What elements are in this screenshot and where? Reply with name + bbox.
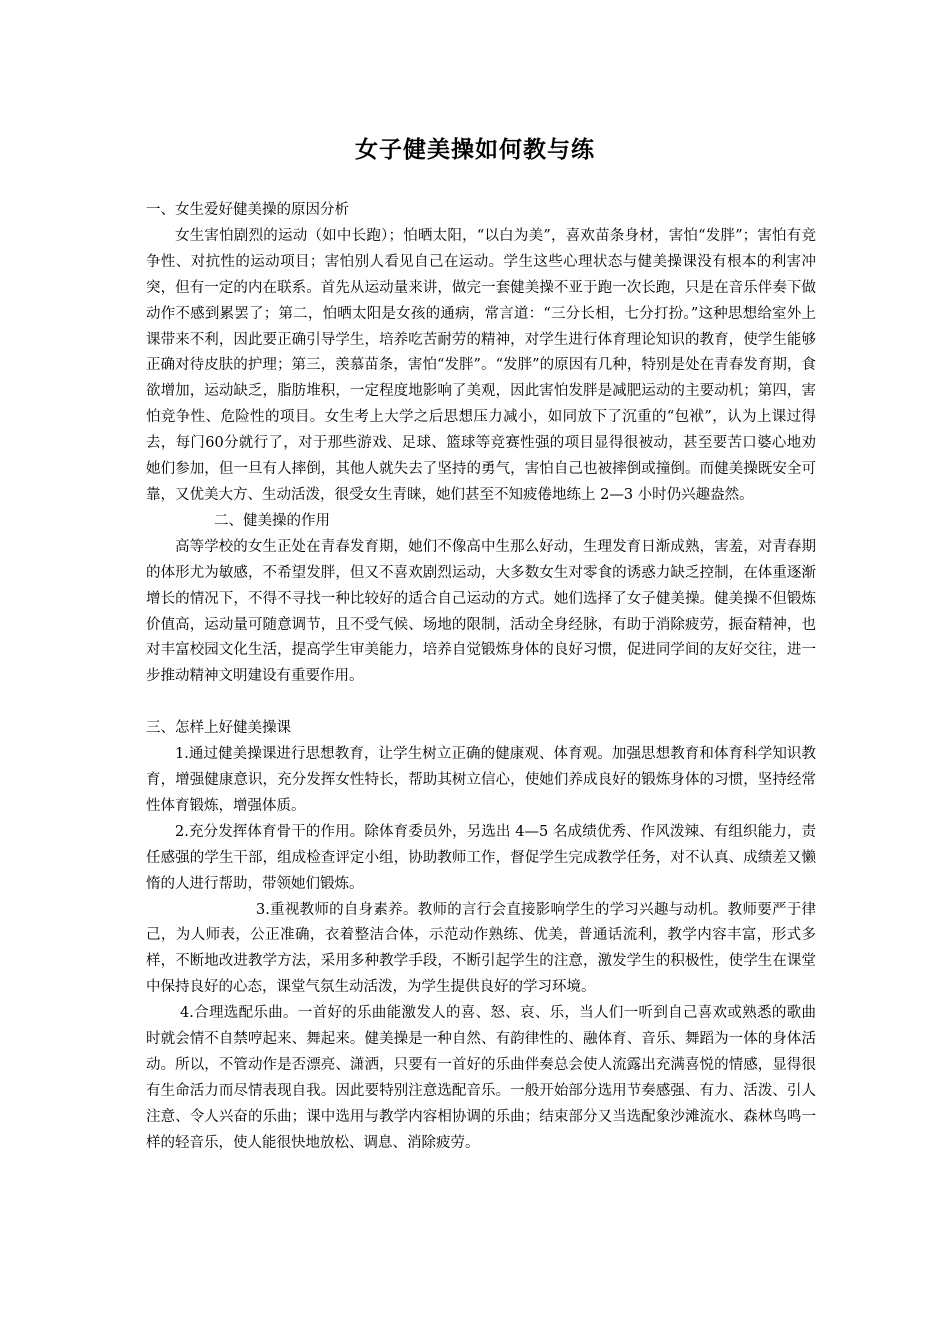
section-3-item-1: 1.通过健美操课进行思想教育，让学生树立正确的健康观、体育观。加强思想教育和体育科学知识教育，增强健康意识，充分发挥女性特长，帮助其树立信心，使她们养成良好的锻炼身体的习惯，坚持经常性体育锻炼，增强体质。 <box>146 746 816 814</box>
section-1-heading: 一、女生爱好健美操的原因分析 <box>146 202 349 218</box>
section-3-item-3: 3.重视教师的自身素养。教师的言行会直接影响学生的学习兴趣与动机。教师要严于律己，为人师表，公正准确，衣着整洁合体，示范动作熟练、优美，普通话流利，教学内容丰富，形式多样，不断地改进教学方法，采用多种教学手段，不断引起学生的注意，激发学生的积极性，使学生在课堂中保持良好的心态，课堂气氛生动活泼，为学生提供良好的学习环境。 <box>146 901 816 996</box>
section-3-item-4: 4.合理选配乐曲。一首好的乐曲能激发人的喜、怒、哀、乐，当人们一听到自己喜欢或熟悉的歌曲时就会情不自禁哼起来、舞起来。健美操是一种自然、有韵律性的、融体育、音乐、舞蹈为一体的身体活动。所以，不管动作是否漂亮、潇洒，只要有一首好的乐曲伴奏总会使人流露出充满喜悦的情感，显得很有生命活力而尽情表现自我。因此要特别注意选配音乐。一般开始部分选用节奏感强、有力、活泼、引人注意、令人兴奋的乐曲；课中选用与教学内容相协调的乐曲；结束部分又当选配象沙滩流水、森林鸟鸣一样的轻音乐，使人能很快地放松、调息、消除疲劳。 <box>146 1005 816 1151</box>
document-body <box>146 198 816 1157</box>
section-1-paragraph: 女生害怕剧烈的运动（如中长跑）；怕晒太阳，“以白为美”，喜欢苗条身材，害怕“发胖”；害怕有竞争性、对抗性的运动项目；害怕别人看见自己在运动。学生这些心理状态与健美操课没有根本的利害冲突，但有一定的内在联系。首先从运动量来讲，做完一套健美操不亚于跑一次长跑，只是在音乐伴奏下做动作不感到累罢了；第二，怕晒太阳是女孩的通病，常言道：“三分长相，七分打扮。”这种思想给室外上课带来不利，因此要正确引导学生，培养吃苦耐劳的精神，对学生进行体育理论知识的教育，使学生能够正确对待皮肤的护理；第三，羡慕苗条，害怕“发胖”。“发胖”的原因有几种，特别是处在青春发育期，食欲增加，运动缺乏，脂肪堆积，一定程度地影响了美观，因此害怕发胖是减肥运动的主要动机；第四，害怕竞争性、危险性的项目。女生考上大学之后思想压力减小，如同放下了沉重的“包袱”，认为上课过得去，每门60分就行了，对于那些游戏、足球、篮球等竞赛性强的项目显得很被动，甚至要苦口婆心地劝她们参加，但一旦有人摔倒，其他人就失去了坚持的勇气，害怕自己也被摔倒或撞倒。而健美操既安全可靠，又优美大方、生动活泼，很受女生青睐，她们甚至不知疲倦地练上 2—3 小时仍兴趣盎然。 <box>146 227 816 503</box>
section-2-heading: 二、健美操的作用 <box>214 512 330 529</box>
paragraph-spacer <box>146 690 816 716</box>
document-title: 女子健美操如何教与练 <box>355 136 595 163</box>
section-3-item-2: 2.充分发挥体育骨干的作用。除体育委员外，另选出 4—5 名成绩优秀、作风泼辣、有组织能力，责任感强的学生干部，组成检查评定小组，协助教师工作，督促学生完成教学任务，对不认真、成绩差又懒惰的人进行帮助，带领她们锻炼。 <box>146 823 816 892</box>
section-2-paragraph: 高等学校的女生正处在青春发育期，她们不像高中生那么好动，生理发育日渐成熟，害羞，对青春期的体形尤为敏感，不希望发胖，但又不喜欢剧烈运动，大多数女生对零食的诱惑力缺乏控制，在体重逐渐增长的情况下，不得不寻找一种比较好的适合自己运动的方式。她们选择了女子健美操。健美操不但锻炼价值高，运动量可随意调节，且不受气候、场地的限制，活动全身经脉，有助于消除疲劳，振奋精神，也对丰富校园文化生活，提高学生审美能力，培养自觉锻炼身体的良好习惯，促进同学间的友好交往，进一步推动精神文明建设有重要作用。 <box>146 538 816 685</box>
section-3-heading: 三、怎样上好健美操课 <box>146 720 291 737</box>
